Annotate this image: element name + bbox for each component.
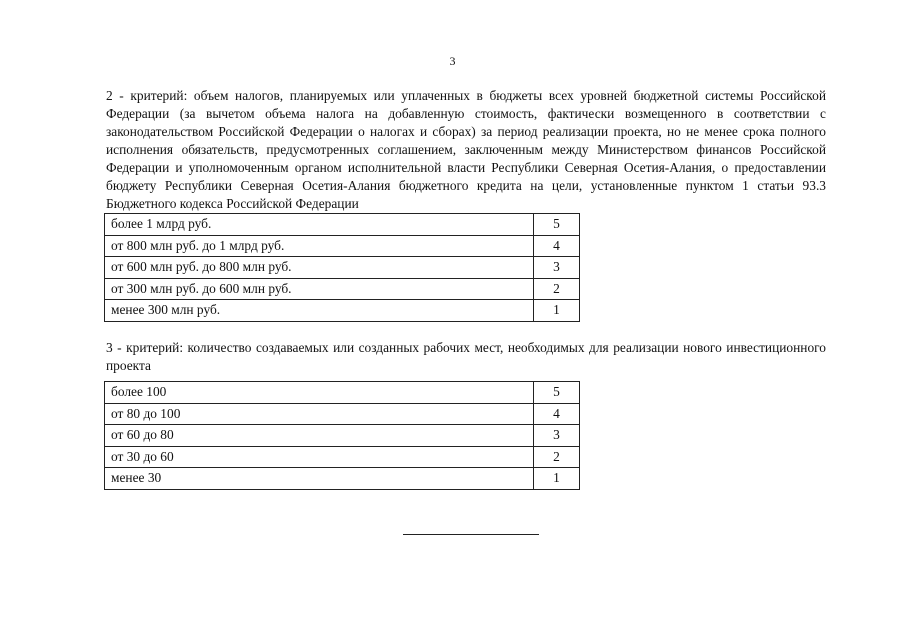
page-number: 3 <box>449 54 456 68</box>
criterion-2-text: 2 - критерий: объем налогов, планируемых или уплаченных в бюджеты всех уровней бюджетной системы Российской Федерации (за вычетом объема налога на добавленную стоимость, фактически возмещенного в соответствии с законодательством Российской Федерации о налогах и сборах) за период реализации проекта, но не менее срока полного исполнения обязательств, предусмотренных соглашением, заключенным между Министерством финансов Российской Федерации и уполномоченным органом исполнительной власти Республики Северная Осетия-Алания, о предоставлении бюджету Республики Северная Осетия-Алания бюджетного кредита на цели, установленные пунктом 1 статьи 93.3 Бюджетного кодекса Российской Федерации <box>106 88 826 211</box>
score-value: 5 <box>534 382 580 404</box>
score-value: 2 <box>534 446 580 468</box>
score-value: 5 <box>534 214 580 236</box>
table-row <box>105 425 580 447</box>
table-row <box>105 278 580 300</box>
criterion-3-table <box>104 381 580 490</box>
range-label: от 800 млн руб. до 1 млрд руб. <box>105 235 534 257</box>
range-label: более 1 млрд руб. <box>105 214 534 236</box>
range-label: от 80 до 100 <box>105 403 534 425</box>
score-value: 4 <box>534 403 580 425</box>
score-value: 3 <box>534 425 580 447</box>
range-label: менее 300 млн руб. <box>105 300 534 322</box>
closing-divider <box>403 534 539 535</box>
score-value: 4 <box>534 235 580 257</box>
criterion-3-text: 3 - критерий: количество создаваемых или созданных рабочих мест, необходимых для реализации нового инвестиционного проекта <box>106 340 826 373</box>
range-label: от 30 до 60 <box>105 446 534 468</box>
table-row <box>105 214 580 236</box>
score-value: 3 <box>534 257 580 279</box>
range-label: от 300 млн руб. до 600 млн руб. <box>105 278 534 300</box>
range-label: от 600 млн руб. до 800 млн руб. <box>105 257 534 279</box>
score-value: 1 <box>534 468 580 490</box>
score-value: 2 <box>534 278 580 300</box>
table-row <box>105 235 580 257</box>
table-row <box>105 446 580 468</box>
score-value: 1 <box>534 300 580 322</box>
range-label: более 100 <box>105 382 534 404</box>
range-label: от 60 до 80 <box>105 425 534 447</box>
table-row <box>105 468 580 490</box>
table-row <box>105 382 580 404</box>
range-label: менее 30 <box>105 468 534 490</box>
table-row <box>105 257 580 279</box>
criterion-2-table <box>104 213 580 322</box>
table-row <box>105 403 580 425</box>
table-row <box>105 300 580 322</box>
